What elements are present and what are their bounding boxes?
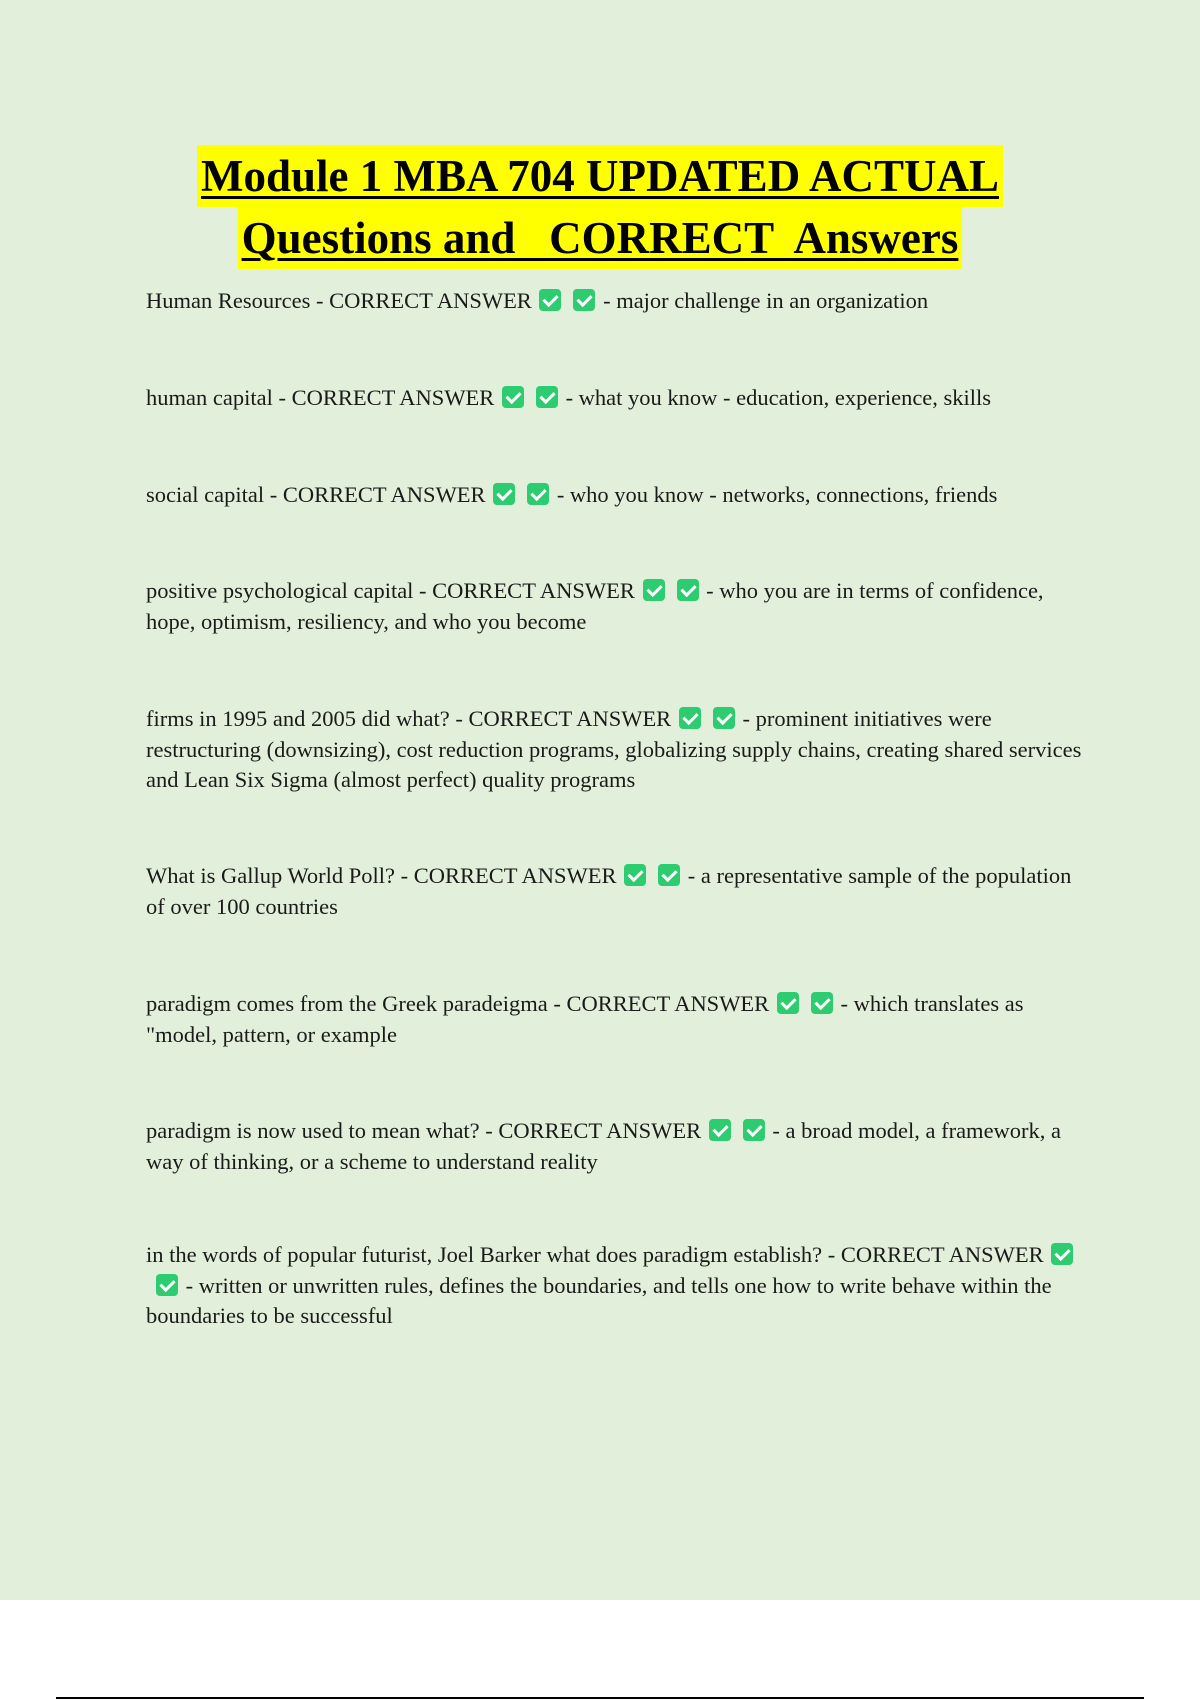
qa-item [146,480,1086,511]
check-box-icon [156,1274,178,1296]
check-box-icon [539,289,561,311]
answer-text: - which translates as "model, pattern, or example [146,991,1024,1047]
check-box-icon [573,289,595,311]
qa-item [146,576,1086,637]
check-box-icon [536,386,558,408]
footer-divider [56,1697,1144,1699]
document-title [0,145,1200,269]
check-box-icon [743,1119,765,1141]
qa-item [146,1116,1086,1177]
title-line-2: Questions and CORRECT Answers [238,207,963,269]
question-text: social capital - CORRECT ANSWER [146,482,486,507]
question-text: firms in 1995 and 2005 did what? - CORRECT ANSWER [146,706,672,731]
question-text: paradigm comes from the Greek paradeigma - CORRECT ANSWER [146,991,770,1016]
answer-text: - who you are in terms of confidence, hope, optimism, resiliency, and who you become [146,578,1044,634]
answer-text: - a broad model, a framework, a way of thinking, or a scheme to understand reality [146,1118,1062,1174]
check-box-icon [527,483,549,505]
answer-text: - a representative sample of the population of over 100 countries [146,863,1072,919]
check-box-icon [493,483,515,505]
check-box-icon [643,579,665,601]
check-box-icon [709,1119,731,1141]
answer-text: - major challenge in an organization [603,288,929,313]
qa-item [146,286,1086,317]
answer-text: - written or unwritten rules, defines the boundaries, and tells one how to write behave within the boundaries to be successful [146,1272,1052,1328]
question-text: paradigm is now used to mean what? - CORRECT ANSWER [146,1118,702,1143]
check-box-icon [677,579,699,601]
check-box-icon [679,707,701,729]
check-box-icon [777,992,799,1014]
answer-text: - what you know - education, experience, skills [565,385,992,410]
check-box-icon [502,386,524,408]
question-text: human capital - CORRECT ANSWER [146,385,495,410]
question-text: positive psychological capital - CORRECT ANSWER [146,578,635,603]
question-text: in the words of popular futurist, Joel Barker what does paradigm establish? - CORRECT ANSWER [146,1242,1044,1267]
answer-text: - prominent initiatives were restructuring (downsizing), cost reduction programs, globalizing supply chains, creating shared services and Lean Six Sigma (almost perfect) quality programs [146,706,1082,792]
check-box-icon [1051,1243,1073,1265]
check-box-icon [811,992,833,1014]
qa-item [146,383,1086,414]
qa-item [146,704,1086,796]
question-text: Human Resources - CORRECT ANSWER [146,288,532,313]
qa-item [146,861,1086,922]
check-box-icon [658,864,680,886]
question-text: What is Gallup World Poll? - CORRECT ANSWER [146,863,617,888]
check-box-icon [624,864,646,886]
title-line-1: Module 1 MBA 704 UPDATED ACTUAL [197,145,1003,207]
qa-item [146,1240,1076,1332]
check-box-icon [713,707,735,729]
qa-item [146,989,1086,1050]
answer-text: - who you know - networks, connections, friends [556,482,998,507]
